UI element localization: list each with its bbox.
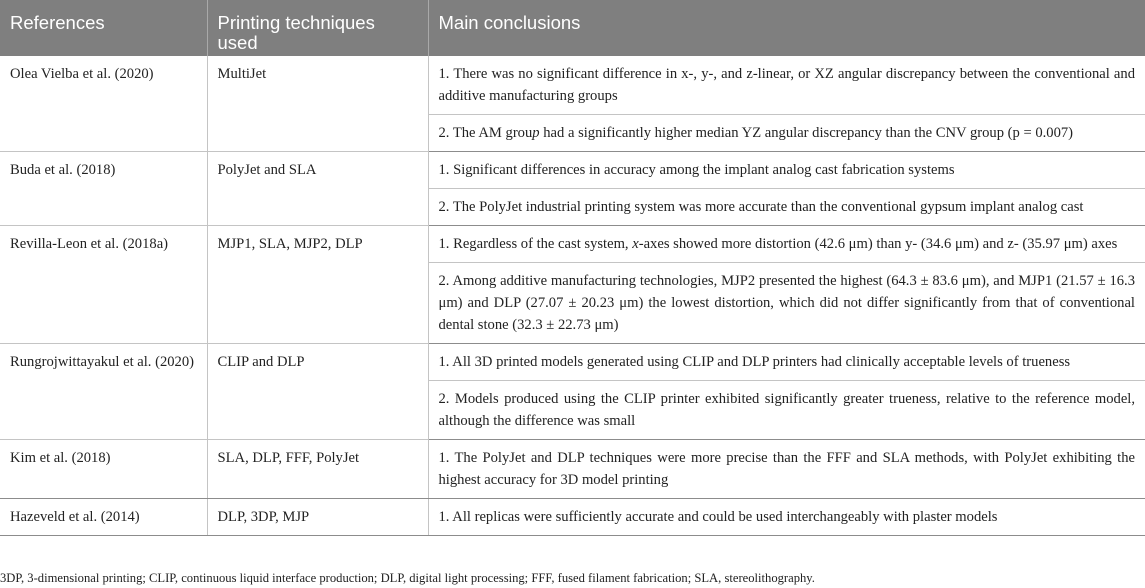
techniques-cell: MJP1, SLA, MJP2, DLP [207, 226, 428, 344]
conclusion-cell: 1. All 3D printed models generated using CLIP and DLP printers had clinically acceptable levels of trueness [428, 344, 1145, 381]
table-row [0, 344, 1145, 381]
table-row [0, 499, 1145, 536]
conclusion-cell: 2. The AM group had a significantly higher median YZ angular discrepancy than the CNV group (p = 0.007) [428, 115, 1145, 152]
table-row [0, 440, 1145, 499]
table-header [0, 0, 1145, 56]
reference-cell: Hazeveld et al. (2014) [0, 499, 207, 536]
techniques-cell: CLIP and DLP [207, 344, 428, 440]
techniques-cell: PolyJet and SLA [207, 152, 428, 226]
reference-cell: Revilla-Leon et al. (2018a) [0, 226, 207, 344]
conclusion-cell: 1. Significant differences in accuracy among the implant analog cast fabrication systems [428, 152, 1145, 189]
table-row [0, 152, 1145, 189]
table-footnote: 3DP, 3-dimensional printing; CLIP, continuous liquid interface production; DLP, digital light processing; FFF, fused filament fabrication; SLA, stereolithography. [0, 571, 815, 585]
header-row [0, 0, 1145, 56]
table-body [0, 56, 1145, 536]
table-row [0, 226, 1145, 263]
conclusion-cell: 2. Among additive manufacturing technologies, MJP2 presented the highest (64.3 ± 83.6 μm), and MJP1 (21.57 ± 16.3 μm) and DLP (27.07 ± 20.23 μm) the lowest distortion, which did not differ significantly from that of conventional dental stone (32.3 ± 22.73 μm) [428, 263, 1145, 344]
techniques-cell: DLP, 3DP, MJP [207, 499, 428, 536]
conclusion-cell: 1. The PolyJet and DLP techniques were more precise than the FFF and SLA methods, with PolyJet exhibiting the highest accuracy for 3D model printing [428, 440, 1145, 499]
header-references: References [0, 0, 207, 56]
table-row [0, 56, 1145, 115]
reference-cell: Buda et al. (2018) [0, 152, 207, 226]
conclusion-cell: 1. Regardless of the cast system, x-axes showed more distortion (42.6 μm) than y- (34.6 μm) and z- (35.97 μm) axes [428, 226, 1145, 263]
header-printing-techniques: Printing techniques used [207, 0, 428, 56]
reference-cell: Olea Vielba et al. (2020) [0, 56, 207, 152]
conclusion-cell: 1. There was no significant difference in x-, y-, and z-linear, or XZ angular discrepancy between the conventional and additive manufacturing groups [428, 56, 1145, 115]
techniques-cell: MultiJet [207, 56, 428, 152]
reference-cell: Kim et al. (2018) [0, 440, 207, 499]
techniques-cell: SLA, DLP, FFF, PolyJet [207, 440, 428, 499]
conclusion-cell: 2. The PolyJet industrial printing system was more accurate than the conventional gypsum implant analog cast [428, 189, 1145, 226]
header-main-conclusions: Main conclusions [428, 0, 1145, 56]
conclusion-cell: 2. Models produced using the CLIP printer exhibited significantly greater trueness, relative to the reference model, although the difference was small [428, 381, 1145, 440]
reference-cell: Rungrojwittayakul et al. (2020) [0, 344, 207, 440]
conclusion-cell: 1. All replicas were sufficiently accurate and could be used interchangeably with plaster models [428, 499, 1145, 536]
